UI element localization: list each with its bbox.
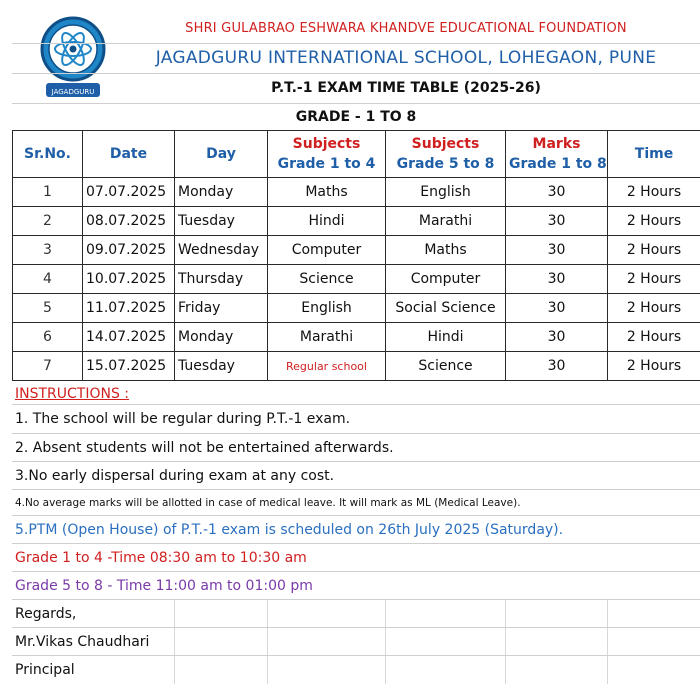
header-time: Time xyxy=(608,131,700,178)
grade-title: GRADE - 1 TO 8 xyxy=(295,109,417,125)
instruction-grade-1-4-time: Grade 1 to 4 -Time 08:30 am to 10:30 am xyxy=(12,544,700,572)
cell-subject-grade-5-8: Maths xyxy=(386,236,506,265)
cell-subject-grade-1-4: Regular school xyxy=(268,352,386,381)
header-subjects-label: Subjects xyxy=(411,136,480,152)
table-row xyxy=(13,207,700,236)
svg-text:JAGADGURU: JAGADGURU xyxy=(51,88,95,96)
cell-time: 2 Hours xyxy=(608,265,700,294)
cell-date: 10.07.2025 xyxy=(83,265,175,294)
instructions-heading: INSTRUCTIONS : xyxy=(12,383,700,405)
header-marks xyxy=(506,131,608,178)
instruction-item: 3.No early dispersal during exam at any cost. xyxy=(12,462,700,490)
cell-day: Thursday xyxy=(175,265,268,294)
cell-marks: 30 xyxy=(506,323,608,352)
table-row xyxy=(13,323,700,352)
cell-subject-grade-5-8: Computer xyxy=(386,265,506,294)
cell-subject-grade-5-8: Hindi xyxy=(386,323,506,352)
cell-subject-grade-1-4: Computer xyxy=(268,236,386,265)
cell-marks: 30 xyxy=(506,207,608,236)
cell-subject-grade-1-4: Hindi xyxy=(268,207,386,236)
cell-subject-grade-1-4: Marathi xyxy=(268,323,386,352)
instruction-item: 2. Absent students will not be entertained afterwards. xyxy=(12,434,700,462)
cell-sr: 2 xyxy=(13,207,83,236)
cell-subject-grade-1-4: Science xyxy=(268,265,386,294)
header-subjects-label: Subjects xyxy=(292,136,361,152)
cell-date: 11.07.2025 xyxy=(83,294,175,323)
cell-subject-grade-5-8: Science xyxy=(386,352,506,381)
cell-date: 15.07.2025 xyxy=(83,352,175,381)
table-row xyxy=(13,236,700,265)
cell-time: 2 Hours xyxy=(608,352,700,381)
cell-subject-grade-5-8: Marathi xyxy=(386,207,506,236)
cell-date: 08.07.2025 xyxy=(83,207,175,236)
signature-regards: Regards, xyxy=(12,600,700,628)
signature-name: Mr.Vikas Chaudhari xyxy=(12,628,700,656)
cell-time: 2 Hours xyxy=(608,323,700,352)
cell-subject-grade-5-8: Social Science xyxy=(386,294,506,323)
signature-title: Principal xyxy=(15,662,75,678)
cell-date: 07.07.2025 xyxy=(83,178,175,207)
instruction-item: 1. The school will be regular during P.T.-1 exam. xyxy=(12,405,700,434)
cell-sr: 1 xyxy=(13,178,83,207)
header-grade-range: Grade 1 to 4 xyxy=(277,156,376,172)
cell-sr: 3 xyxy=(13,236,83,265)
header-subjects-grade-1-4 xyxy=(268,131,386,178)
cell-day: Monday xyxy=(175,178,268,207)
cell-day: Monday xyxy=(175,323,268,352)
cell-time: 2 Hours xyxy=(608,207,700,236)
cell-sr: 6 xyxy=(13,323,83,352)
cell-marks: 30 xyxy=(506,178,608,207)
exam-title: P.T.-1 EXAM TIME TABLE (2025-26) xyxy=(271,80,541,96)
cell-day: Friday xyxy=(175,294,268,323)
header-grade-range: Grade 1 to 8 xyxy=(509,156,607,172)
table-row xyxy=(13,352,700,381)
table-row xyxy=(13,178,700,207)
cell-marks: 30 xyxy=(506,236,608,265)
instruction-grade-5-8-time: Grade 5 to 8 - Time 11:00 am to 01:00 pm xyxy=(12,572,700,600)
foundation-name: SHRI GULABRAO ESHWARA KHANDVE EDUCATIONAL FOUNDATION xyxy=(185,21,627,36)
table-row xyxy=(13,265,700,294)
cell-subject-grade-1-4: English xyxy=(268,294,386,323)
cell-marks: 30 xyxy=(506,352,608,381)
cell-day: Wednesday xyxy=(175,236,268,265)
cell-time: 2 Hours xyxy=(608,178,700,207)
cell-date: 14.07.2025 xyxy=(83,323,175,352)
school-logo xyxy=(38,15,108,107)
cell-sr: 5 xyxy=(13,294,83,323)
header-date: Date xyxy=(83,131,175,178)
header-marks-label: Marks xyxy=(532,136,581,152)
cell-date: 09.07.2025 xyxy=(83,236,175,265)
table-header-row xyxy=(13,131,700,178)
cell-time: 2 Hours xyxy=(608,236,700,265)
header-day: Day xyxy=(175,131,268,178)
cell-sr: 4 xyxy=(13,265,83,294)
cell-day: Tuesday xyxy=(175,352,268,381)
cell-time: 2 Hours xyxy=(608,294,700,323)
cell-sr: 7 xyxy=(13,352,83,381)
header-sr-no: Sr.No. xyxy=(13,131,83,178)
cell-marks: 30 xyxy=(506,265,608,294)
cell-subject-grade-5-8: English xyxy=(386,178,506,207)
cell-marks: 30 xyxy=(506,294,608,323)
table-row xyxy=(13,294,700,323)
cell-day: Tuesday xyxy=(175,207,268,236)
timetable-sheet xyxy=(12,12,700,684)
instruction-ptm: 5.PTM (Open House) of P.T.-1 exam is scheduled on 26th July 2025 (Saturday). xyxy=(12,516,700,544)
exam-timetable xyxy=(12,130,700,381)
header-grade-range: Grade 5 to 8 xyxy=(396,156,495,172)
cell-subject-grade-1-4: Maths xyxy=(268,178,386,207)
school-name: JAGADGURU INTERNATIONAL SCHOOL, LOHEGAON, PUNE xyxy=(155,48,657,68)
header-subjects-grade-5-8 xyxy=(386,131,506,178)
instruction-item: 4.No average marks will be allotted in case of medical leave. It will mark as ML (Medical Leave). xyxy=(12,490,700,516)
